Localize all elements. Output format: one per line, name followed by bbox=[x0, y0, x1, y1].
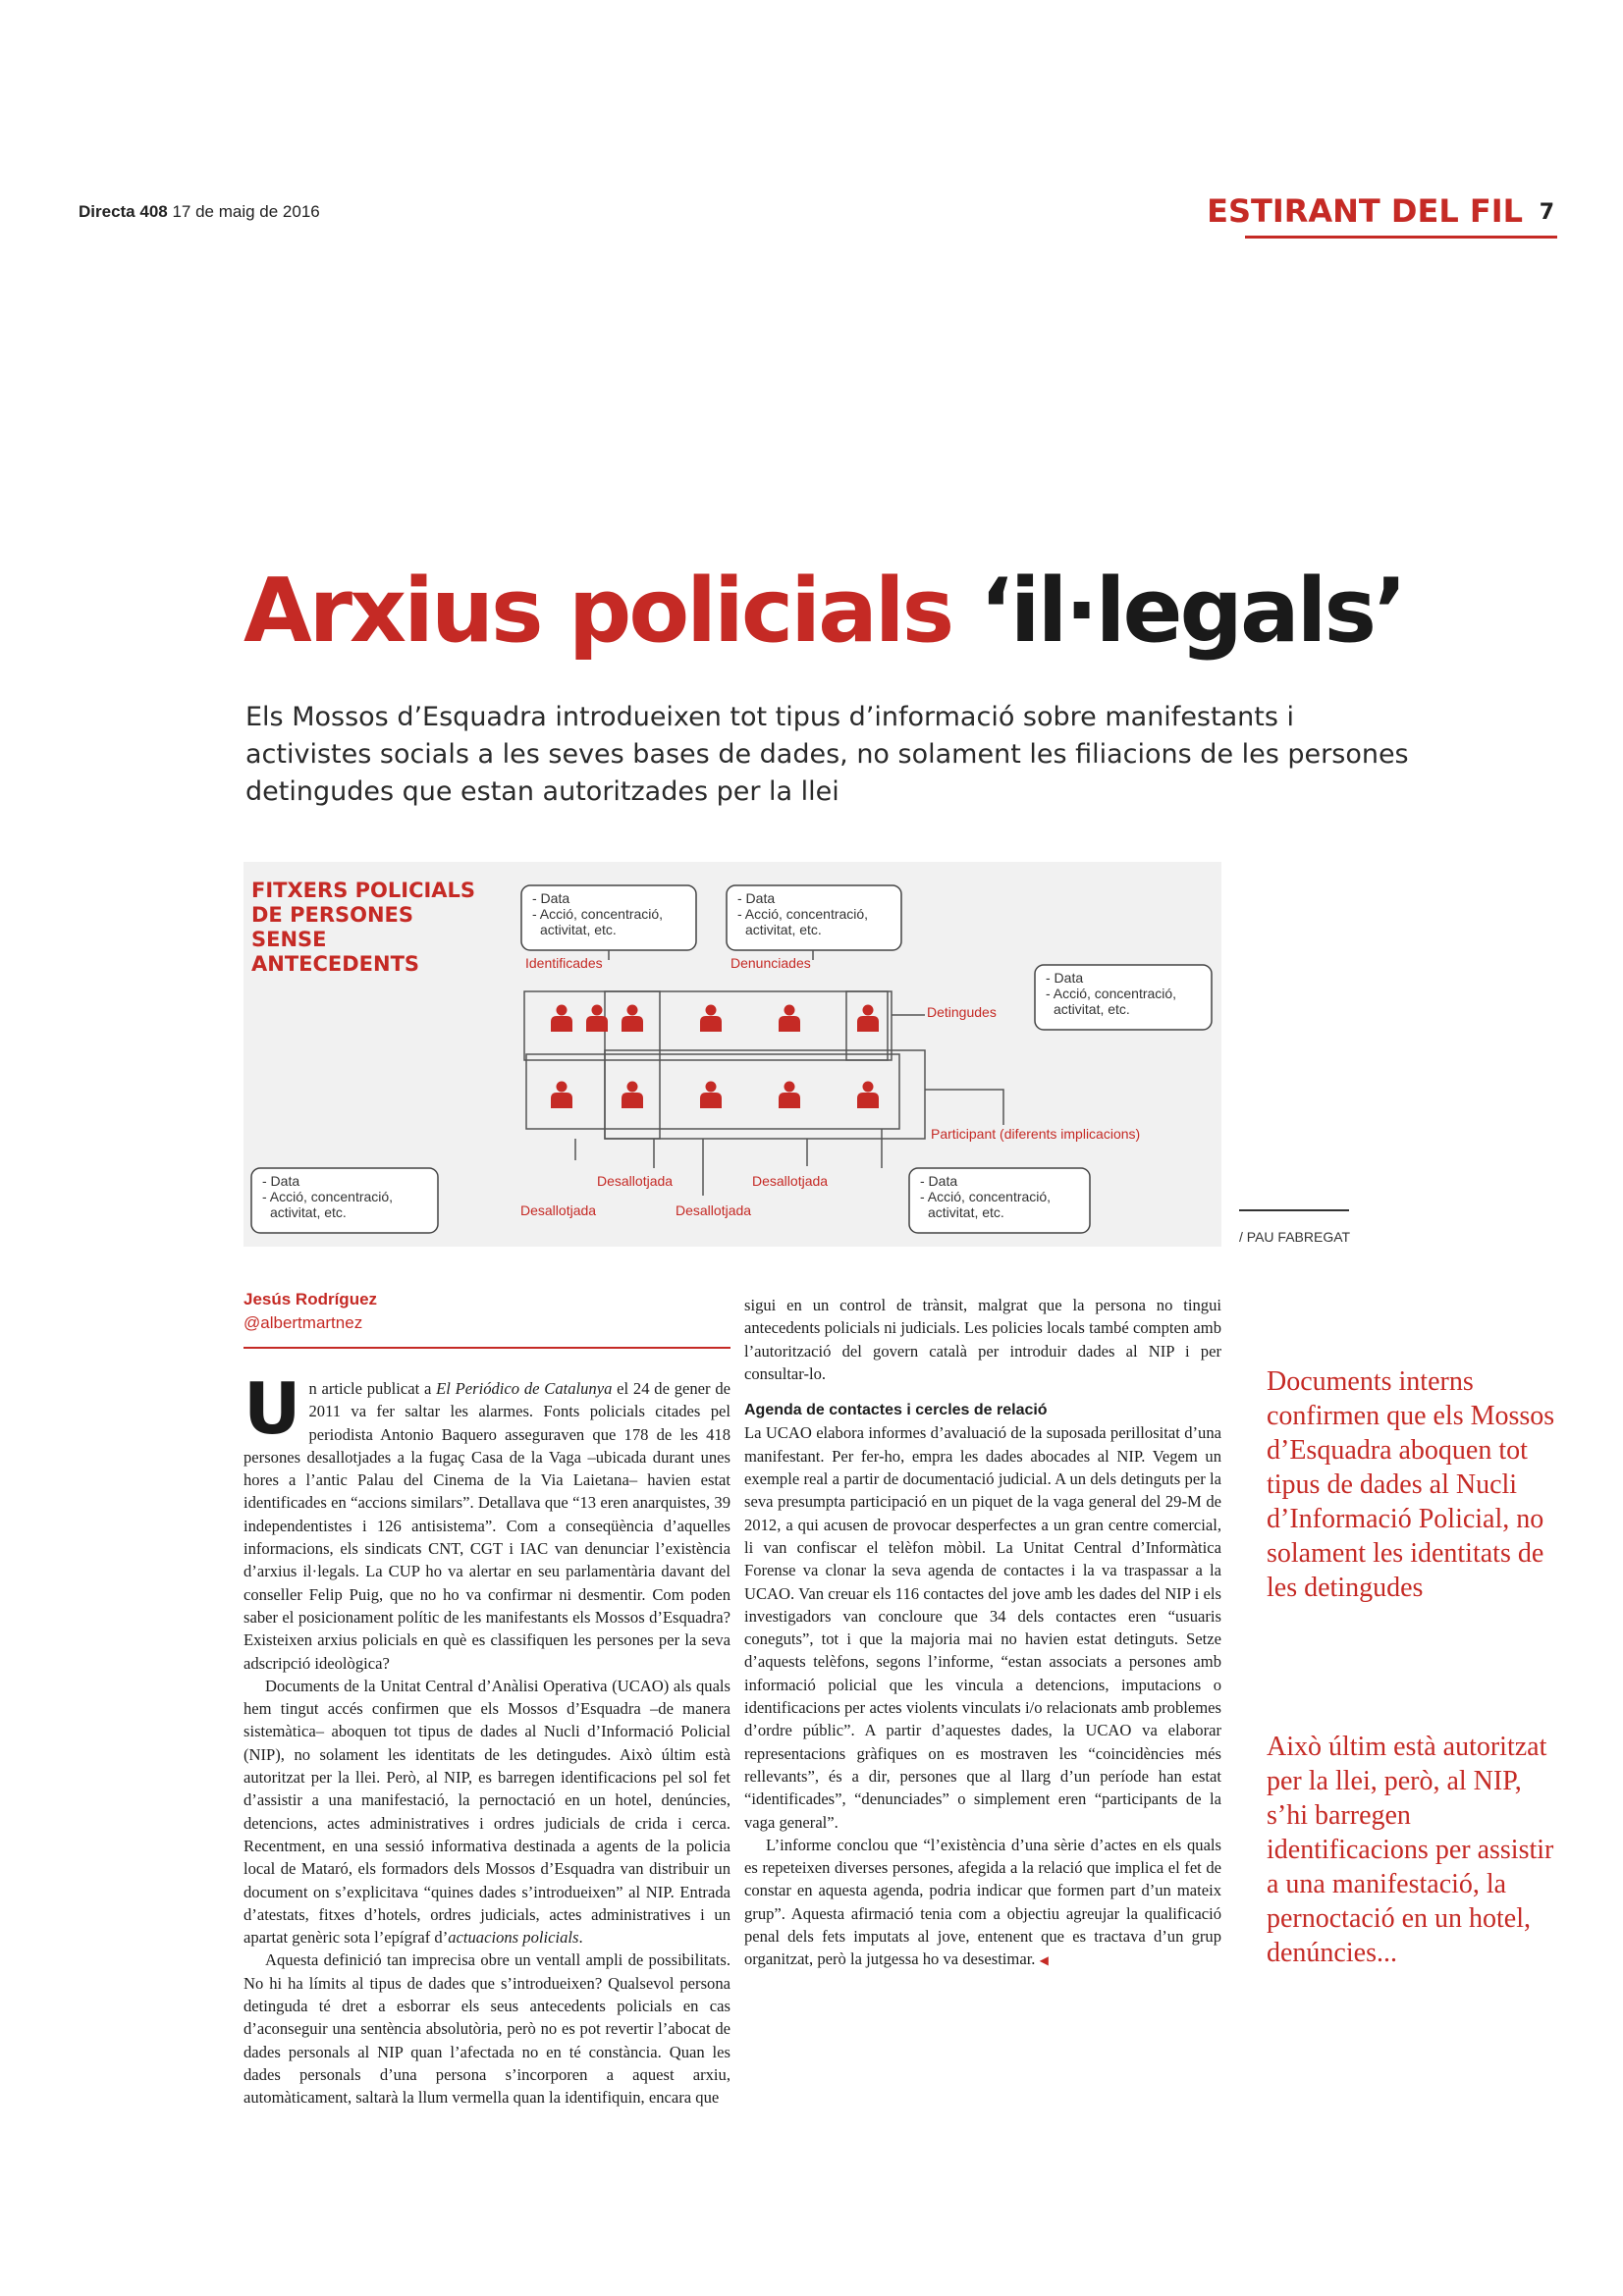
author-handle: @albertmartnez bbox=[243, 1313, 363, 1332]
drop-cap: U bbox=[243, 1367, 301, 1450]
pull-quote-1: Documents interns confirmen que els Mossos d’Esquadra aboquen tot tipus de dades al Nucli d’Informació Policial, no solament les identitats de les detingudes bbox=[1267, 1366, 1555, 1603]
info-box-detingudes bbox=[1035, 965, 1212, 1030]
info-box-text: activitat, etc. bbox=[540, 922, 617, 937]
info-box-text: activitat, etc. bbox=[1054, 1001, 1130, 1017]
newspaper-name: El Periódico de Catalunya bbox=[436, 1379, 613, 1398]
issue-info bbox=[79, 202, 320, 222]
body-paragraph bbox=[243, 1675, 730, 1949]
person-icon bbox=[551, 1005, 572, 1033]
byline-rule bbox=[243, 1347, 730, 1349]
body-text: Documents de la Unitat Central d’Anàlisi Operativa (UCAO) als quals hem tingut accés confirmen que els Mossos d’Esquadra –de manera sistemàtica– aboquen tot tipus de dades al Nucli d’Informació Policial (NIP), no solament les identitats de les detingudes. Això últim està autoritzat per la llei. Però, al NIP, es barregen identificacions pel sol fet d’assistir a una manifestació, la pernoctació en un hotel, denúncies, detencions, actes administratives i ordres judicials de crida i cerca. Recentment, en una sessió informativa destinada a agents de la policia local de Mataró, els formadors dels Mossos d’Esquadra van distribuir un document on s’explicitava “quines dades s’introdueixen” al NIP. Entrada d’atestats, fitxes d’hotels, ordres judicials, actes administratives i un apartat genèric sota l’epígraf d’ bbox=[243, 1676, 730, 1948]
issue-number: Directa 408 bbox=[79, 202, 168, 221]
person-icon bbox=[551, 1082, 572, 1109]
diagram-title-line-2: DE PERSONES bbox=[251, 903, 414, 927]
label-denunciades: Denunciades bbox=[730, 955, 811, 971]
credit-rule bbox=[1239, 1209, 1349, 1211]
body-text: L’informe conclou que “l’existència d’una sèrie d’actes en els quals es repeteixen diverses persones, afegida a la relació que implica el fet de constar en aquesta agenda, podria indicar que formen part d’un mateix grup”. Aquesta afirmació tenia com a objectiu agreujar la qualificació penal dels fets imputats al jove, entenent que es tractava d’un grup organitzat, però la jutgessa ho va desestimar. bbox=[744, 1835, 1221, 1969]
info-box-identificades bbox=[521, 885, 696, 950]
info-box-text: - Data bbox=[920, 1173, 958, 1189]
info-box-text: - Acció, concentració, bbox=[920, 1189, 1052, 1204]
body-paragraph: Aquesta definició tan imprecisa obre un ventall ampli de possibilitats. No hi ha límits al tipus de dades que s’introdueixen? Qualsevol persona detinguda té dret a esborrar els seus antecedents policials en cas d’aconseguir una sentència absolutòria, però no es pot revertir l’abocat de dades personals al NIP quan l’afectada no en té constància. Quan les dades personals d’una persona s’incorporen a aquest arxiu, automàticament, saltarà la llum vermella quan la identifiquin, encara que bbox=[243, 1950, 730, 2108]
issue-date: 17 de maig de 2016 bbox=[172, 202, 320, 221]
body-text: . bbox=[578, 1928, 583, 1948]
end-mark-icon: ◀ bbox=[1039, 1953, 1049, 1968]
person-icon bbox=[622, 1082, 643, 1109]
diagram-title bbox=[251, 879, 475, 976]
headline-part-1: Arxius policials bbox=[243, 560, 952, 663]
label-detingudes: Detingudes bbox=[927, 1004, 997, 1020]
label-identificades: Identificades bbox=[525, 955, 603, 971]
police-files-diagram bbox=[243, 862, 1221, 1247]
person-icon bbox=[857, 1082, 879, 1109]
group-frames bbox=[524, 950, 1003, 1196]
person-icons bbox=[551, 1005, 879, 1109]
info-box-desallotjada bbox=[251, 1168, 438, 1233]
label-desallotjada: Desallotjada bbox=[752, 1173, 829, 1189]
info-box-text: activitat, etc. bbox=[745, 922, 822, 937]
photo-credit: / PAU FABREGAT bbox=[1239, 1229, 1351, 1245]
label-desallotjada: Desallotjada bbox=[597, 1173, 674, 1189]
info-box-text: - Acció, concentració, bbox=[532, 906, 664, 922]
page-number: 7 bbox=[1539, 200, 1554, 225]
info-box-text: - Acció, concentració, bbox=[1046, 986, 1177, 1001]
person-icon bbox=[700, 1005, 722, 1033]
info-box-denunciades bbox=[727, 885, 901, 950]
author-name: Jesús Rodríguez bbox=[243, 1290, 378, 1308]
diagram-title-line-4: ANTECEDENTS bbox=[251, 952, 420, 976]
person-icon bbox=[857, 1005, 879, 1033]
info-box-text: activitat, etc. bbox=[270, 1204, 347, 1220]
header-rule bbox=[1245, 236, 1557, 239]
person-icon bbox=[779, 1005, 800, 1033]
info-box-text: - Data bbox=[262, 1173, 300, 1189]
info-box-participant bbox=[909, 1168, 1090, 1233]
info-box-text: - Data bbox=[1046, 970, 1084, 986]
emphasis-text: actuacions policials bbox=[448, 1928, 579, 1948]
pull-quote-2: Això últim està autoritzat per la llei, però, al NIP, s’hi barregen identificacions per assistir a una manifestació, la pernoctació en un hotel, denúncies... bbox=[1267, 1732, 1554, 1968]
headline-part-2: ‘il·legals’ bbox=[979, 560, 1405, 663]
body-text: el 24 de gener de 2011 va fer saltar les alarmes. Fonts policials citades pel periodista Antonio Baquero asseguraven que 178 de les 418 persones desallotjades a la fugaç Casa de la Vaga –ubicada durant unes hores a l’antic Palau del Cinema de la Via Laietana– havien estat identificades en “accions similars”. Detallava que “13 eren anarquistes, 39 independentistes i 126 antisistema”. Com a conseqüència d’aquelles informacions, els sindicats CNT, CGT i IAC van denunciar l’existència d’arxius il·legals. La CUP ho va alertar en seu parlamentària davant del conseller Felip Puig, que no ho va confirmar ni desmentir. Com poden saber el posicionament polític de les manifestants els Mossos d’Esquadra? Existeixen arxius policials en què es classifiquen les persones per la seva adscripció ideològica? bbox=[243, 1379, 730, 1673]
standfirst: Els Mossos d’Esquadra introdueixen tot tipus d’informació sobre manifestants i activistes socials a les seves bases de dades, no solament les filiacions de les persones detingudes que estan autoritzades per la llei bbox=[245, 702, 1409, 807]
body-paragraph bbox=[744, 1834, 1221, 1973]
diagram-title-line-3: SENSE bbox=[251, 928, 327, 951]
info-box-text: activitat, etc. bbox=[928, 1204, 1004, 1220]
info-box-text: - Acció, concentració, bbox=[262, 1189, 394, 1204]
section-title: ESTIRANT DEL FIL bbox=[1207, 192, 1523, 230]
diagram-title-line-1: FITXERS POLICIALS bbox=[251, 879, 476, 902]
info-box-text: - Data bbox=[737, 890, 776, 906]
body-paragraph: La UCAO elabora informes d’avaluació de la suposada perillositat d’una manifestant. Per fer-ho, empra les dades abocades al NIP. Vegem un exemple real a partir de documentació judicial. A un dels detinguts per la seva presumpta participació en un piquet de la vaga general del 29-M de 2012, a qui acusen de provocar desperfectes a un gran centre comercial, li van confiscar el telèfon mòbil. La Unitat Central d’Informàtica Forense va clonar la seva agenda de contactes i la va traspassar a la UCAO. Van creuar els 116 contactes del jove amb les dades del NIP i els investigadors van concloure que 34 dels contactes eren “usuaris coneguts”, tot i que la majoria mai no havien estat detinguts. Setze d’aquests telèfons, segons l’informe, “estan associats a persones amb informació policial que les vincula a detencions, imputacions o identificacions per actes violents vinculats i/o relacionats amb problemes d’ordre públic”. A partir d’aquestes dades, la UCAO va elaborar representacions gràfiques on es mostraven les “coincidències més rellevants”, és a dir, persones que al llarg d’un període han estat “identificades”, “denunciades” o simplement eren “participants de la vaga general”. bbox=[744, 1423, 1221, 1832]
person-icon bbox=[700, 1082, 722, 1109]
person-icon bbox=[779, 1082, 800, 1109]
body-paragraph-continued: sigui en un control de trànsit, malgrat que la persona no tingui antecedents policials ni judicials. Les policies locals també compten amb l’autorització del govern català per introduir dades al NIP i per consultar-lo. bbox=[744, 1296, 1221, 1383]
body-column-1 bbox=[243, 1367, 730, 2109]
info-box-text: - Acció, concentració, bbox=[737, 906, 869, 922]
label-desallotjada: Desallotjada bbox=[520, 1202, 597, 1218]
body-column-2 bbox=[744, 1294, 1221, 1973]
info-box-text: - Data bbox=[532, 890, 570, 906]
body-paragraph bbox=[243, 1367, 730, 1675]
label-participant: Participant (diferents implicacions) bbox=[931, 1126, 1141, 1142]
subheading: Agenda de contactes i cercles de relació bbox=[744, 1402, 1048, 1419]
headline bbox=[243, 560, 1405, 663]
label-desallotjada: Desallotjada bbox=[676, 1202, 752, 1218]
body-text: n article publicat a bbox=[308, 1379, 437, 1398]
person-icon bbox=[622, 1005, 643, 1033]
